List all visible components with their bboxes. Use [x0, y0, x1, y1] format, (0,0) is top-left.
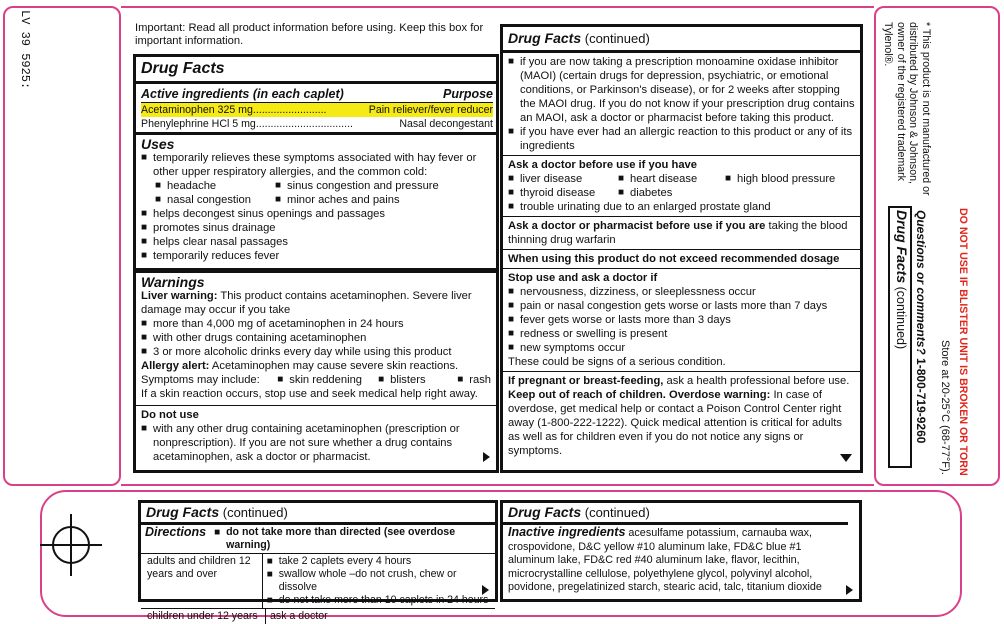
children-text: ask a doctor	[270, 610, 328, 622]
continue-down-arrow-icon	[840, 454, 852, 462]
stop-item: ■ nervousness, dizziness, or sleeplessness occur	[508, 285, 855, 299]
uses-item: ■ helps decongest sinus openings and passages	[141, 207, 491, 221]
symptom-item: ■ minor aches and pains	[275, 193, 400, 207]
allergy-label: Allergy alert:	[141, 360, 210, 372]
skin-item: ■ blisters	[378, 373, 457, 387]
overdose-text: In case of overdose, get medical help or contact a Poison Control Center right away (1-800-222-1222). Quick medical attention is critical for adults as well as for children even if you do not notice any signs or symptoms.	[508, 389, 842, 457]
condition-item: ■ diabetes	[618, 186, 672, 200]
do-not-use-item: ■ with any other drug containing acetaminophen (prescription or nonprescription). If you are not sure whether a drug contains acetaminophen, ask a doctor or pharmacist.	[141, 422, 483, 464]
symptom-item: ■ nasal congestion	[155, 193, 275, 207]
stop-item: ■ pain or nasal congestion gets worse or lasts more than 7 days	[508, 299, 855, 313]
inactive-ingredients-panel	[500, 500, 862, 602]
inactive-label: Inactive ingredients	[508, 525, 626, 539]
overdose-label: Keep out of reach of children. Overdose warning:	[508, 389, 771, 401]
directions-df-suffix: (continued)	[222, 505, 288, 520]
liver-item: ■ more than 4,000 mg of acetaminophen in 24 hours	[141, 317, 491, 331]
stop-item: ■ new symptoms occur	[508, 341, 855, 355]
skin-symptoms	[141, 373, 491, 387]
uses-item: ■ promotes sinus drainage	[141, 221, 491, 235]
continue-arrow-icon	[846, 585, 853, 595]
adults-label: adults and children 12 years and over	[141, 554, 263, 608]
disclaimer-text: * This product is not manufactured or distributed by Johnson & Johnson, owner of the registered trademark Tylenol®.	[882, 22, 932, 196]
allergy-alert	[141, 359, 491, 373]
side-code: LV 39 5925:	[18, 10, 32, 90]
ingredient-name: Phenylephrine HCl 5 mg.................................	[141, 118, 353, 130]
condition-item: ■ liver disease	[508, 172, 618, 186]
do-not-use-section	[136, 405, 496, 466]
uses-item: ■ temporarily reduces fever	[141, 249, 491, 263]
when-using-text: When using this product do not exceed recommended dosage	[508, 253, 840, 265]
liver-warning	[141, 289, 491, 317]
registration-crosshair-icon	[38, 512, 104, 578]
important-note: Important: Read all product information before using. Keep this box for important information.	[135, 22, 484, 47]
maoi-item: ■ if you are now taking a prescription monoamine oxidase inhibitor (MAOI) (certain drugs for depression, psychiatric, or emotional conditions, or Parkinson's disease), or for 2 weeks after stopping the MAOI drug. If you do not know if your prescription drug contains an MAOI, ask a doctor or pharmacist before taking this product.	[508, 55, 855, 125]
uses-item: ■ helps clear nasal passages	[141, 235, 491, 249]
drug-facts-title: Drug Facts	[141, 60, 225, 77]
ingredient-row	[141, 103, 493, 117]
liver-text: This product contains acetaminophen. Severe liver damage may occur if you take	[141, 290, 472, 316]
ask-pharmacist-text: taking the blood thinning drug warfarin	[508, 220, 848, 246]
uses-title: Uses	[141, 136, 175, 152]
liver-item: ■ 3 or more alcoholic drinks every day while using this product	[141, 345, 491, 359]
allergy-item: ■ if you have ever had an allergic reaction to this product or any of its ingredients	[508, 125, 855, 153]
inactive-text: acesulfame potassium, carnauba wax, crospovidone, D&C yellow #10 aluminum lake, FD&C blue #1 aluminum lake, FD&C red #40 aluminum lake, flavor, lecithin, microcrystalline cellulose, polyethylene glycol, polyvinyl alcohol, povidone, pregelatinized starch, stearic acid, talc, titanium dioxide	[508, 527, 822, 593]
pregnancy-section	[503, 371, 860, 460]
stop-use-section	[503, 268, 860, 371]
directions-label: Directions	[145, 525, 207, 539]
questions-label: Questions or comments?	[914, 210, 928, 355]
ask-pharmacist-section	[503, 216, 860, 249]
children-label: children under 12 years	[141, 609, 266, 624]
drug-facts-continued-panel	[500, 24, 863, 473]
warnings-title: Warnings	[141, 274, 205, 290]
stop-use-title: Stop use and ask a doctor if	[508, 272, 658, 284]
continue-arrow-icon	[483, 452, 490, 462]
inactive-df-title: Drug Facts	[508, 504, 582, 520]
condition-item: ■ heart disease	[618, 172, 725, 186]
tamper-warning: DO NOT USE IF BLISTER UNIT IS BROKEN OR TORN	[957, 208, 969, 476]
ingredient-name: Acetaminophen 325 mg.........................	[141, 104, 327, 116]
side-df-title: Drug Facts	[894, 210, 910, 284]
stop-item: ■ redness or swelling is present	[508, 327, 855, 341]
phone-number: 1-800-719-9260	[914, 358, 928, 444]
side-drug-facts-header	[891, 210, 912, 349]
disclaimer	[882, 22, 932, 212]
symptom-item: ■ headache	[155, 179, 275, 193]
ingredient-row	[141, 117, 493, 131]
side-questions	[913, 210, 929, 443]
directions-df-title: Drug Facts	[146, 504, 220, 520]
warnings-panel	[133, 270, 499, 473]
condition-item: ■ thyroid disease	[508, 186, 618, 200]
continued-suffix: (continued)	[584, 31, 650, 46]
drug-facts-panel	[133, 54, 499, 271]
stop-item: ■ fever gets worse or lasts more than 3 days	[508, 313, 855, 327]
continue-arrow-icon	[482, 585, 489, 595]
directions-note: ■ do not take more than directed (see overdose warning)	[214, 526, 491, 552]
symptom-item: ■ sinus congestion and pressure	[275, 179, 439, 193]
ingredient-purpose: Pain reliever/fever reducer	[368, 104, 493, 116]
do-not-use-title: Do not use	[141, 409, 199, 421]
liver-label: Liver warning:	[141, 290, 218, 302]
active-ingredients-header: Active ingredients (in each caplet)	[141, 87, 344, 101]
purpose-header: Purpose	[442, 87, 493, 101]
ingredient-purpose: Nasal decongestant	[399, 118, 493, 130]
symptoms-label: Symptoms may include:	[141, 374, 260, 386]
inactive-df-suffix: (continued)	[584, 505, 650, 520]
directions-panel	[138, 500, 498, 622]
stop-note: These could be signs of a serious condition.	[508, 356, 726, 368]
condition-item: ■ trouble urinating due to an enlarged prostate gland	[508, 200, 855, 214]
condition-item: ■ high blood pressure	[725, 172, 835, 186]
adult-dose-item: ■ swallow whole –do not crush, chew or dissolve	[267, 568, 491, 594]
adult-dose-item: ■ do not take more than 10 caplets in 24 hours	[267, 594, 491, 607]
skin-item: ■ skin reddening	[277, 373, 378, 387]
uses-item-cont: other upper respiratory allergies, and the common cold:	[153, 166, 428, 178]
when-using-section	[503, 249, 860, 268]
uses-item: ■ temporarily relieves these symptoms associated with hay fever or	[141, 151, 491, 165]
adult-dose-item: ■ take 2 caplets every 4 hours	[267, 555, 491, 568]
side-df-suffix: (continued)	[894, 286, 908, 350]
ask-doctor-title: Ask a doctor before use if you have	[508, 159, 697, 171]
pregnancy-text: ask a health professional before use.	[666, 375, 850, 387]
ask-pharmacist-title: Ask a doctor or pharmacist before use if you are	[508, 220, 766, 232]
pregnancy-label: If pregnant or breast-feeding,	[508, 375, 664, 387]
allergy-text: Acetaminophen may cause severe skin reactions.	[211, 360, 459, 372]
continued-title: Drug Facts	[508, 30, 582, 46]
skin-text: If a skin reaction occurs, stop use and seek medical help right away.	[141, 388, 478, 400]
uses-section	[136, 132, 496, 265]
storage-text: Store at 20-25°C (68-77°F).	[939, 340, 951, 475]
liver-item: ■ with other drugs containing acetaminophen	[141, 331, 491, 345]
skin-item: ■ rash	[457, 373, 491, 387]
ask-doctor-section	[503, 155, 860, 216]
